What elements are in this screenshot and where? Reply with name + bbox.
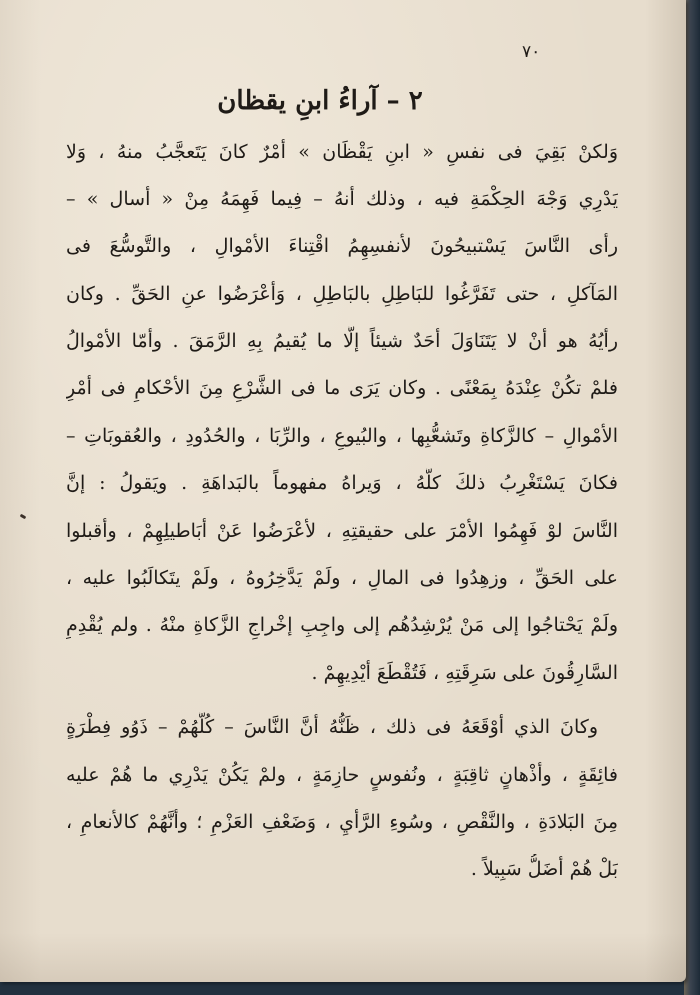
text-line: فلمْ تكُنْ عِنْدَهُ بِمَعْنًى . وكان يَرَى ما فى الشَّرْعِ مِنَ الأحْكامِ فى أمْرِ	[66, 377, 618, 399]
text-line: بَلْ هُمْ أضَلُّ سَبِيلاً .	[470, 858, 618, 880]
text-line: على الحَقِّ ، وزهِدُوا فى المالِ ، ولَمْ يَدَّخِرُوهُ ، ولَمْ يتَكالَبُوا عليه ،	[66, 567, 618, 589]
text-line: النَّاسَ لوْ فَهِمُوا الأمْرَ على حقيقتِهِ ، لأعْرَضُوا عَنْ أبَاطيلِهِمْ ، وأقبلوا	[66, 520, 618, 542]
text-line: رأيُهُ هو أنْ لا يَتَنَاوَلَ أحَدٌ شيئاً إلَّا ما يُقيمُ بِهِ الرَّمَقَ . وأمّا الأمْوالُ	[66, 330, 618, 352]
page-number: ٧٠	[522, 42, 541, 62]
text-line: السَّارِقُونَ على سَرِقَتِهِ ، فَتُقْطَعَ أيْدِيهِمْ .	[311, 662, 618, 684]
chapter-title: ٢ – آراءُ ابنِ يقظان	[217, 86, 423, 116]
text-line: فكانَ يَسْتَغْرِبُ ذلكَ كلَّهُ ، وَيراهُ مفهوماً بالبَداهَةِ . ويَقولُ : إنَّ	[66, 472, 618, 494]
text-line: يَدْرِي وَجْهَ الحِكْمَةِ فيه ، وذلك أنهُ – فِيما فَهِمَهُ مِنْ « أسال » –	[66, 188, 618, 210]
text-line: رأى النَّاسَ يَسْتبيحُونَ لأنفسِهِمُ اقْتِناءَ الأمْوالِ ، والتَّوسُّعَ فى	[66, 235, 618, 257]
text-line: المَآكلِ ، حتى تَفَرَّغُوا للبَاطِلِ بالبَاطِلِ ، وَأعْرَضُوا عنِ الحَقِّ . وكان	[66, 283, 618, 305]
text-line: وكانَ الذي أوْقَعَهُ فى ذلك ، ظَنُّهُ أنَّ النَّاسَ – كُلَّهُمْ – ذَوُو فِطْرَةٍ	[66, 716, 598, 738]
text-line: الأمْوالِ – كالزَّكاةِ وتَشعُّبِها ، والبُيوعِ ، والرِّبَا ، والحُدُودِ ، والعُقوبَاتِ –	[66, 425, 618, 447]
page-edge-shadow	[684, 0, 700, 995]
text-line: ولَمْ يَحْتاجُوا إلى مَنْ يُرْشِدُهُم إلى واجِبِ إخْراجِ الزَّكاةِ منْهُ . ولم يُقْدِمِ	[66, 614, 618, 636]
text-line: مِنَ البَلادَةِ ، والنَّقْصِ ، وسُوءِ الرَّأيِ ، وَضَعْفِ العَزْمِ ؛ وأنَّهُمْ كالأنعامِ ،	[66, 811, 618, 833]
text-line: فائِقَةٍ ، وأذْهانٍ ثاقِبَةٍ ، ونُفوسٍ حازِمَةٍ ، ولمْ يَكُنْ يَدْرِي ما هُمْ عليه	[66, 764, 618, 786]
text-line: وَلكنْ بَقِيَ فى نفسِ « ابنِ يَقْظَان » أمْرٌ كانَ يَتَعجَّبُ منهُ ، وَلا	[66, 141, 618, 163]
